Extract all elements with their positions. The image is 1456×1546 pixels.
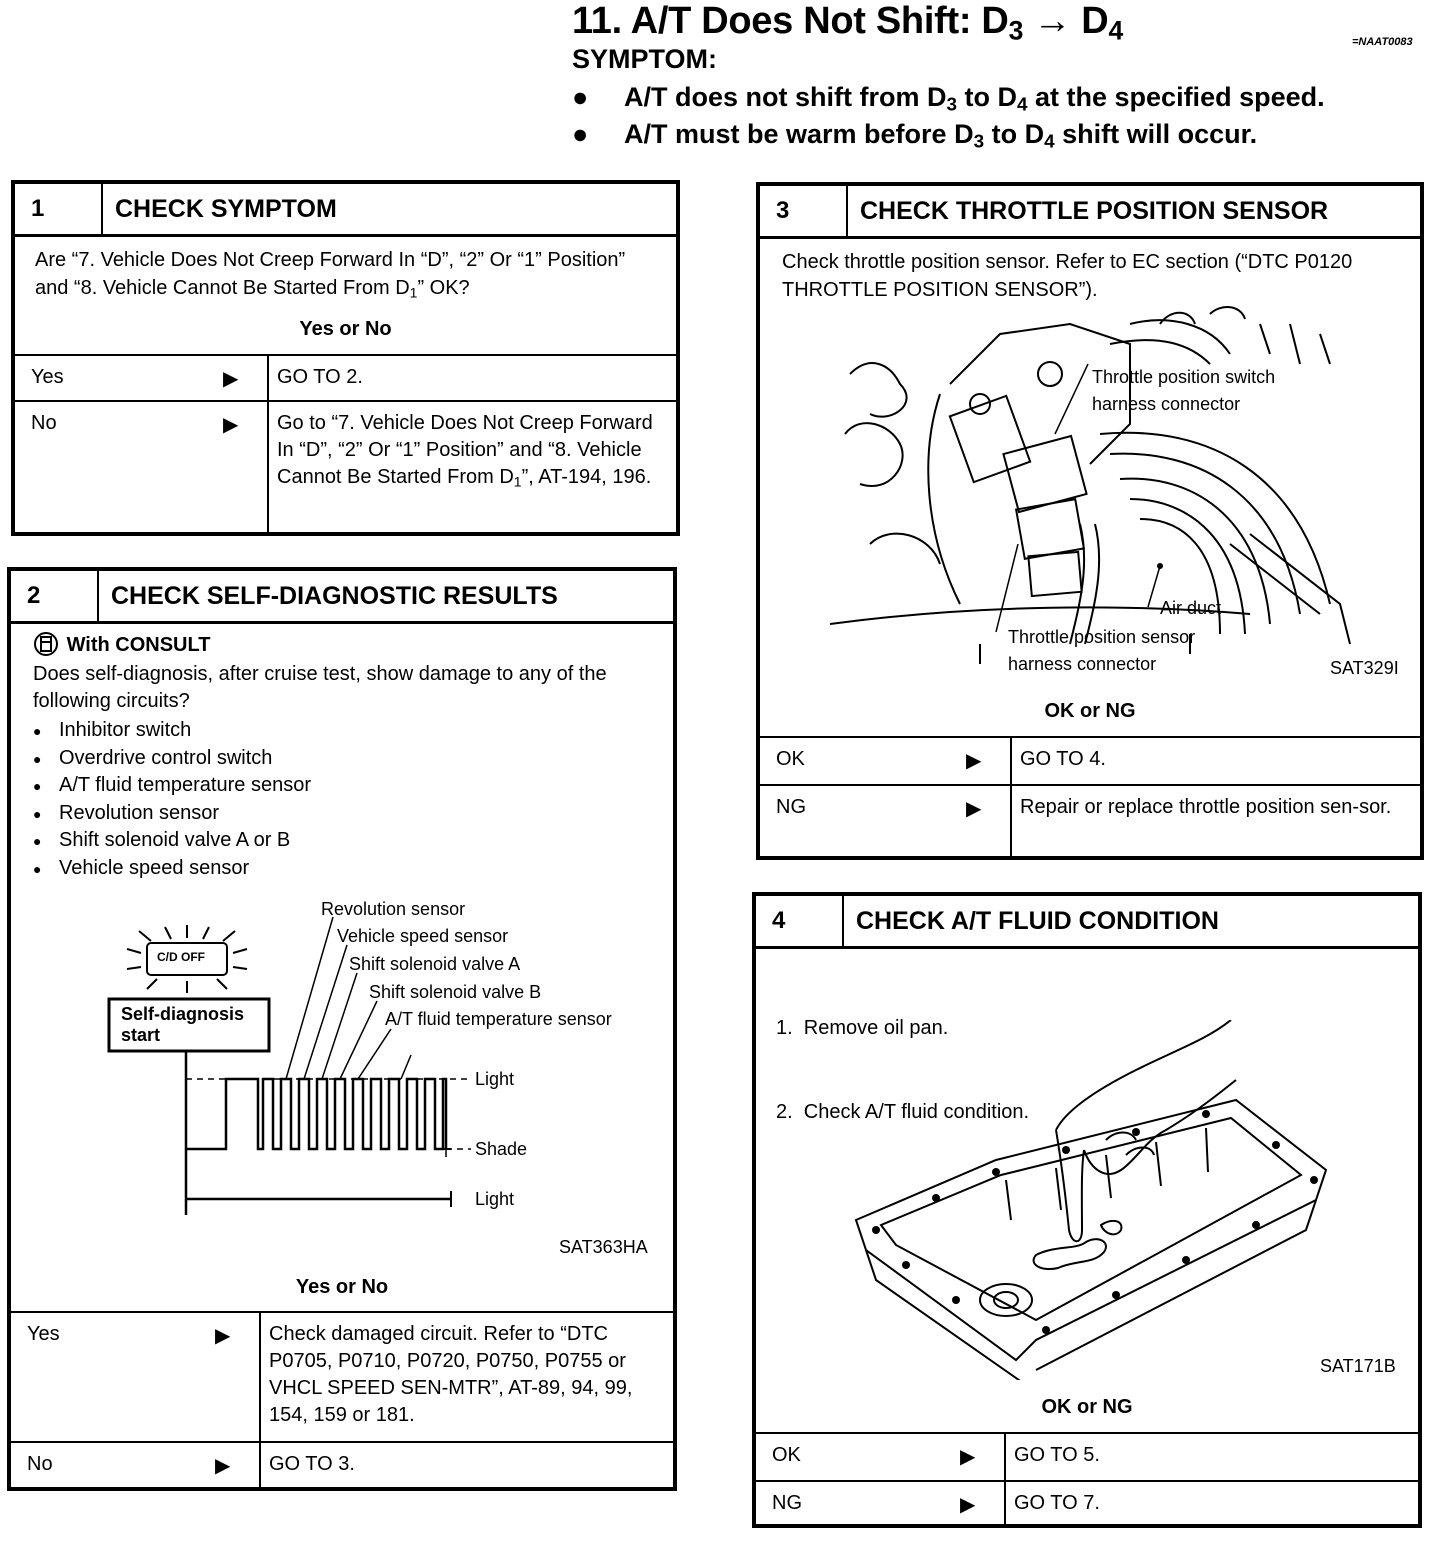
step-title: CHECK THROTTLE POSITION SENSOR [860,197,1329,225]
symptom-text: A/T does not shift from $D_3$ to $D_4$ at the specified speed. [624,82,1325,116]
list-item: ● Vehicle speed sensor [33,855,311,883]
level-light-label: Light [475,1189,515,1209]
circuit-list [33,717,311,882]
symptom-item: ● A/T does not shift from $D_3$ to $D_4$ at the specified speed. [572,82,1325,116]
step-number: 4 [756,896,844,946]
result-text: GO TO 3. [269,1453,355,1475]
consult-icon [33,631,61,657]
result-text: GO TO 4. [1020,748,1106,770]
oil-pan-drawing [836,1020,1406,1380]
step-number: 2 [11,571,99,621]
callout-sensor-connector: Throttle position sensor harness connector [1008,627,1196,674]
self-diagnosis-figure [101,893,671,1257]
arrow-icon: ▶ [223,414,239,436]
decision-row-yes [15,354,676,402]
decision-row-yes [11,1311,673,1443]
step-number: 3 [760,186,848,236]
decision-label: Yes or No [299,318,392,340]
step-question: Does self-diagnosis, after cruise test, show damage to any of the following circuits? [33,663,607,712]
step-title: CHECK SELF-DIAGNOSTIC RESULTS [111,582,558,610]
step-1-box [11,180,680,536]
arrow-icon: ▶ [960,1446,976,1468]
answer-label: Yes [31,366,64,388]
arrow-icon: ▶ [215,1325,231,1347]
symptom-heading: SYMPTOM: [572,44,718,74]
answer-label: NG [776,796,806,818]
callout-shift-solenoid-a: Shift solenoid valve A [349,954,521,974]
list-item: 2. Check A/T fluid condition. [776,1101,1030,1123]
figure-code: SAT363HA [559,1237,648,1257]
callout-air-duct: Air duct [1160,598,1222,618]
arrow-icon: ▶ [215,1455,231,1477]
step-header [760,186,1420,239]
answer-label: OK [776,748,805,770]
figure-code: SAT329I [1330,658,1399,678]
callout-shift-solenoid-b: Shift solenoid valve B [369,982,542,1002]
arrow-icon: ▶ [223,368,239,390]
decision-label: OK or NG [1041,1396,1133,1418]
decision-row-no [11,1441,673,1487]
arrow-icon: ▶ [966,750,982,772]
symptom-item: ● A/T must be warm before $D_3$ to $D_4$ shift will occur. [572,119,1258,153]
callout-vehicle-speed-sensor: Vehicle speed sensor [337,926,509,946]
step-header [11,571,673,624]
result-text: GO TO 5. [1014,1444,1100,1466]
consult-line [33,631,210,659]
decision-row-ng [756,1480,1418,1524]
list-item: ● A/T fluid temperature sensor [33,772,311,800]
callout-fluid-temp-sensor: A/T fluid temperature sensor [385,1009,612,1029]
step-title: CHECK SYMPTOM [115,195,337,223]
answer-label: No [31,412,57,434]
symptom-text: A/T must be warm before $D_3$ to $D_4$ shift will occur. [624,119,1258,153]
step-header [756,896,1418,949]
throttle-sensor-figure [830,304,1410,684]
start-label: Self-diagnosis start [121,1004,245,1045]
decision-row-ok [760,736,1420,786]
list-item: ● Shift solenoid valve A or B [33,827,311,855]
step-header [15,184,676,237]
arrow-icon: ▶ [960,1494,976,1516]
consult-label: With CONSULT [66,634,211,656]
answer-label: No [27,1453,53,1475]
list-item: 1. Remove oil pan. [776,1017,949,1039]
lamp-label: C/D OFF [157,950,205,964]
level-light-label: Light [475,1069,515,1089]
decision-row-ok [756,1432,1418,1482]
callout-revolution-sensor: Revolution sensor [321,899,466,919]
decision-row-no [15,400,676,532]
step-number: 1 [15,184,103,234]
oil-pan-figure [836,1020,1406,1380]
answer-label: OK [772,1444,801,1466]
step-question: Are “7. Vehicle Does Not Creep Forward In “D”, “2” Or “1” Position” and “8. Vehicle Cannot Be Started From $D_1$” OK? [35,249,626,301]
result-text: Check damaged circuit. Refer to “DTC P0705, P0710, P0720, P0750, P0755 or VHCL SPEED SEN-MTR”, AT-89, 94, 99, 154, 159 or 181. [269,1323,633,1426]
result-text: GO TO 7. [1014,1492,1100,1514]
arrow-icon: ▶ [966,798,982,820]
answer-label: NG [772,1492,802,1514]
callout-switch-connector: Throttle position switch harness connector [1092,367,1276,414]
decision-label: OK or NG [1044,700,1136,722]
page-title: 11. A/T Does Not Shift: $D_3 \to D_4$ [572,0,1123,46]
step-2-box [7,567,677,1491]
result-text: GO TO 2. [277,366,363,388]
list-item: ● Overdrive control switch [33,745,311,773]
document-id: =NAAT0083 [1352,36,1413,48]
step-instruction: Check throttle position sensor. Refer to EC section (“DTC P0120 THROTTLE POSITION SENSOR”). [782,251,1353,301]
step-4-box [752,892,1422,1528]
signal-diagram [101,893,671,1253]
result-text: Go to “7. Vehicle Does Not Creep Forward In “D”, “2” Or “1” Position” and “8. Vehicle Cannot Be Started From $D_1$”, AT-194, 196. [277,412,653,490]
result-text: Repair or replace throttle position sen-sor. [1020,796,1392,818]
step-title: CHECK A/T FLUID CONDITION [856,907,1219,935]
answer-label: Yes [27,1323,60,1345]
figure-code: SAT171B [1320,1356,1396,1376]
list-item: ● Inhibitor switch [33,717,311,745]
list-item: ● Revolution sensor [33,800,311,828]
step-3-box [756,182,1424,860]
decision-label: Yes or No [295,1276,389,1298]
level-shade-label: Shade [475,1139,528,1159]
decision-row-ng [760,784,1420,856]
